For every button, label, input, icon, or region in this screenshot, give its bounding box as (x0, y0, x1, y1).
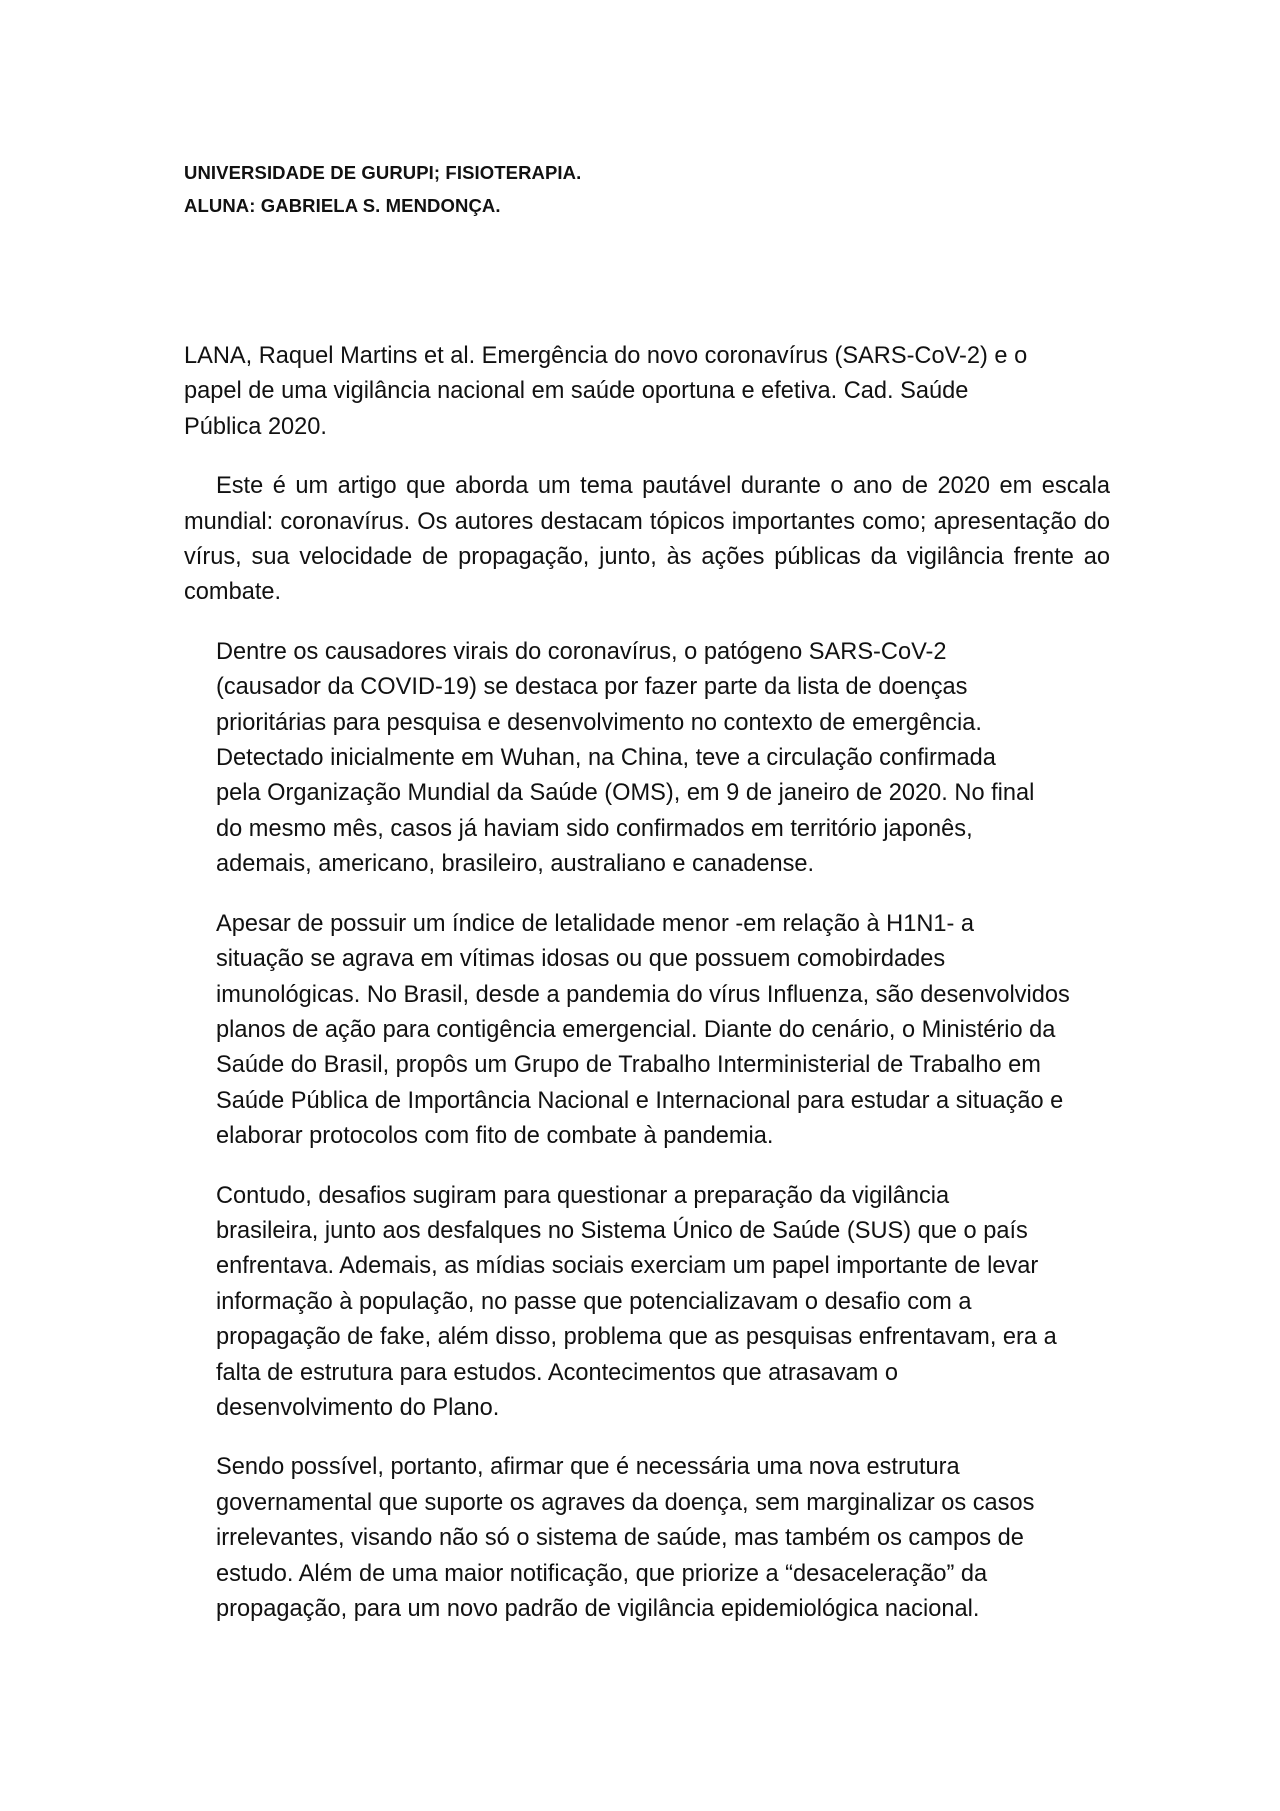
header-student: ALUNA: GABRIELA S. MENDONÇA. (184, 195, 501, 216)
paragraph-line: elaborar protocolos com fito de combate à pandemia. (216, 1123, 774, 1150)
paragraph-line: falta de estrutura para estudos. Acontecimentos que atrasavam o (216, 1359, 898, 1386)
bibliographic-reference (184, 339, 1110, 445)
paragraph-line: informação à população, no passe que potencializavam o desafio com a (216, 1288, 972, 1315)
paragraph-virus-origin (184, 635, 1110, 883)
reference-line: papel de uma vigilância nacional em saúde oportuna e efetiva. Cad. Saúde (184, 378, 969, 405)
header-institution: UNIVERSIDADE DE GURUPI; FISIOTERAPIA. (184, 162, 582, 183)
paragraph-line: situação se agrava em vítimas idosas ou que possuem comobirdades (216, 946, 946, 973)
paragraph-line: estudo. Além de uma maior notificação, que priorize a “desaceleração” da (216, 1560, 988, 1587)
document-header (184, 156, 1084, 222)
paragraph-line: prioritárias para pesquisa e desenvolvimento no contexto de emergência. (216, 709, 982, 736)
paragraph-line: Contudo, desafios sugiram para questionar a preparação da vigilância (216, 1182, 950, 1209)
reference-line: Pública 2020. (184, 413, 327, 440)
document-body (184, 339, 1110, 1651)
paragraph-line: pela Organização Mundial da Saúde (OMS), em 9 de janeiro de 2020. No final (216, 780, 1035, 807)
paragraph-line: enfrentava. Ademais, as mídias sociais exerciam um papel importante de levar (216, 1253, 1039, 1280)
paragraph-line: planos de ação para contigência emergencial. Diante do cenário, o Ministério da (216, 1016, 1056, 1043)
paragraph-line: desenvolvimento do Plano. (216, 1394, 500, 1421)
paragraph-line: (causador da COVID-19) se destaca por fazer parte da lista de doenças (216, 674, 968, 701)
paragraph-line: imunológicas. No Brasil, desde a pandemia do vírus Influenza, são desenvolvidos (216, 981, 1070, 1008)
paragraph-line: Dentre os causadores virais do coronavírus, o patógeno SARS-CoV-2 (216, 638, 947, 665)
paragraph-intro: Este é um artigo que aborda um tema pautável durante o ano de 2020 em escala mundial: coronavírus. Os autores destacam tópicos importantes como; apresentação do vírus, sua velocidade de propagação, junto, às ações públicas da vigilância frente ao combate. (184, 473, 1110, 606)
paragraph-line: Saúde do Brasil, propôs um Grupo de Trabalho Interministerial de Trabalho em (216, 1052, 1041, 1079)
paragraph-line: brasileira, junto aos desfalques no Sistema Único de Saúde (SUS) que o país (216, 1217, 1028, 1244)
reference-line: LANA, Raquel Martins et al. Emergência do novo coronavírus (SARS-CoV-2) e o (184, 343, 1028, 369)
paragraph-line: Saúde Pública de Importância Nacional e Internacional para estudar a situação e (216, 1087, 1064, 1114)
paragraph-challenges (184, 1179, 1110, 1427)
paragraph-conclusion (184, 1450, 1110, 1627)
paragraph-line: governamental que suporte os agraves da doença, sem marginalizar os casos (216, 1489, 1035, 1516)
paragraph-line: Apesar de possuir um índice de letalidade menor -em relação à H1N1- a (216, 910, 975, 937)
paragraph-line: propagação de fake, além disso, problema que as pesquisas enfrentavam, era a (216, 1324, 1057, 1351)
paragraph-line: Sendo possível, portanto, afirmar que é necessária uma nova estrutura (216, 1454, 960, 1481)
paragraph-line: Detectado inicialmente em Wuhan, na China, teve a circulação confirmada (216, 745, 996, 772)
paragraph-line: do mesmo mês, casos já haviam sido confirmados em território japonês, (216, 815, 973, 842)
paragraph-lethality (184, 907, 1110, 1155)
paragraph-line: propagação, para um novo padrão de vigilância epidemiológica nacional. (216, 1596, 980, 1622)
paragraph-line: irrelevantes, visando não só o sistema de saúde, mas também os campos de (216, 1525, 1024, 1552)
paragraph-line: ademais, americano, brasileiro, australiano e canadense. (216, 851, 815, 878)
